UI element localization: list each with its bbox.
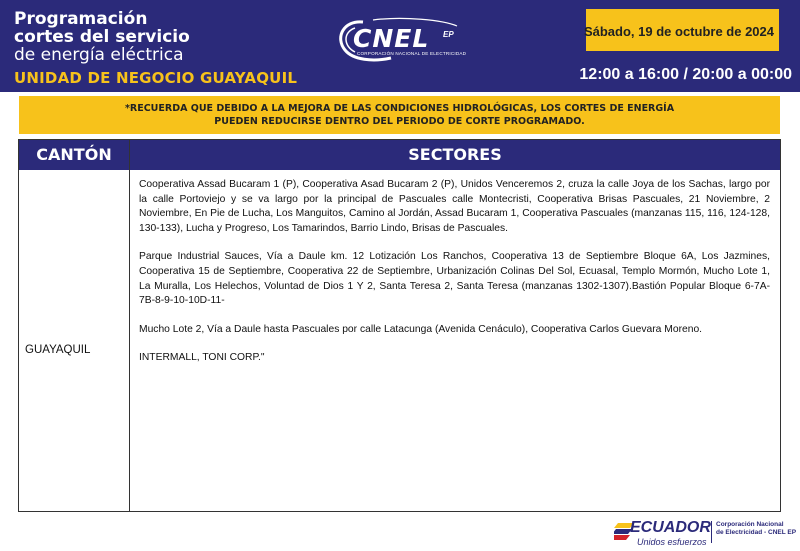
notice-line-2: PUEDEN REDUCIRSE DENTRO DEL PERIODO DE CORTE PROGRAMADO. [214, 116, 585, 127]
logo-subtitle: CORPORACIÓN NACIONAL DE ELECTRICIDAD [357, 51, 467, 56]
logo-ep: EP [443, 30, 454, 39]
logo-wordmark: CNEL [353, 24, 430, 53]
business-unit-label: UNIDAD DE NEGOCIO GUAYAQUIL [14, 69, 298, 87]
schedule-date: Sábado, 19 de octubre de 2024 [583, 24, 774, 39]
sectors-cell [139, 178, 770, 380]
title-line-2: cortes del servicio [14, 27, 190, 47]
notice-banner [19, 96, 780, 134]
column-header-sectores: SECTORES [130, 140, 780, 170]
header-banner [0, 0, 800, 92]
footer-slogan: Unidos esfuerzos [637, 537, 707, 547]
sector-paragraph: Parque Industrial Sauces, Vía a Daule km. 12 Lotización Los Ranchos, Cooperativa 13 de Septiembre Bloque 6A, Los Jazmines, Cooperativa 15 de Septiembre, Cooperativa 22 de Septiembre, Urbanización Colinas Del Sol, Ecuasal, Templo Mormón, Mucho Lote 1, La Muralla, Los Helechos, Voluntad de Dios 1 Y 2, Santa Teresa 2, Santa Teresa (manzanas 1302-1307).Bastión Popular Bloque 6-7A-7B-8-9-10-10D-11- [139, 251, 770, 307]
footer-divider [711, 521, 712, 543]
column-divider [129, 140, 130, 511]
canton-cell: GUAYAQUIL [25, 344, 91, 356]
schedule-hours: 12:00 a 16:00 / 20:00 a 00:00 [579, 66, 792, 83]
footer-cnel-line-1: Corporación Nacional [716, 521, 784, 528]
notice-line-1: *RECUERDA QUE DEBIDO A LA MEJORA DE LAS CONDICIONES HIDROLÓGICAS, LOS CORTES DE ENERGÍA [124, 103, 675, 114]
sector-paragraph: INTERMALL, TONI CORP." [139, 352, 265, 364]
title-line-3: de energía eléctrica [14, 45, 184, 65]
sector-paragraph: Cooperativa Assad Bucaram 1 (P), Cooperativa Asad Bucaram 2 (P), Unidos Venceremos 2, cruza la calle Joya de los Sachas, largo por la calle Portoviejo y se va largo por la principal de Pascuales calle Montecristi, Cooperativa Brisas Pascuales, 21 Noviembre, 2 Noviembre, En Pie de Lucha, Los Manguitos, Camino al Jordán, Assad Bucaram 1, Cooperativa Pascuales (manzanas 115, 116, 124-128, 130-133), Lucha y Progreso, Los Tamarindos, Barrio Lindo, Brisas de Pascuales. [139, 179, 770, 234]
cnel-logo [333, 16, 473, 68]
schedule-table [18, 139, 781, 512]
column-header-canton: CANTÓN [19, 140, 129, 170]
footer-cnel-text [716, 521, 796, 537]
title-line-1: Programación [14, 9, 148, 29]
sector-paragraph: Mucho Lote 2, Vía a Daule hasta Pascuales por calle Latacunga (Avenida Cenáculo), Cooperativa Carlos Guevara Moreno. [139, 323, 703, 335]
footer-ecuador-logo: ECUADOR [630, 519, 711, 536]
footer-cnel-line-2: de Electricidad - CNEL EP [716, 529, 797, 536]
page-title [14, 10, 190, 64]
